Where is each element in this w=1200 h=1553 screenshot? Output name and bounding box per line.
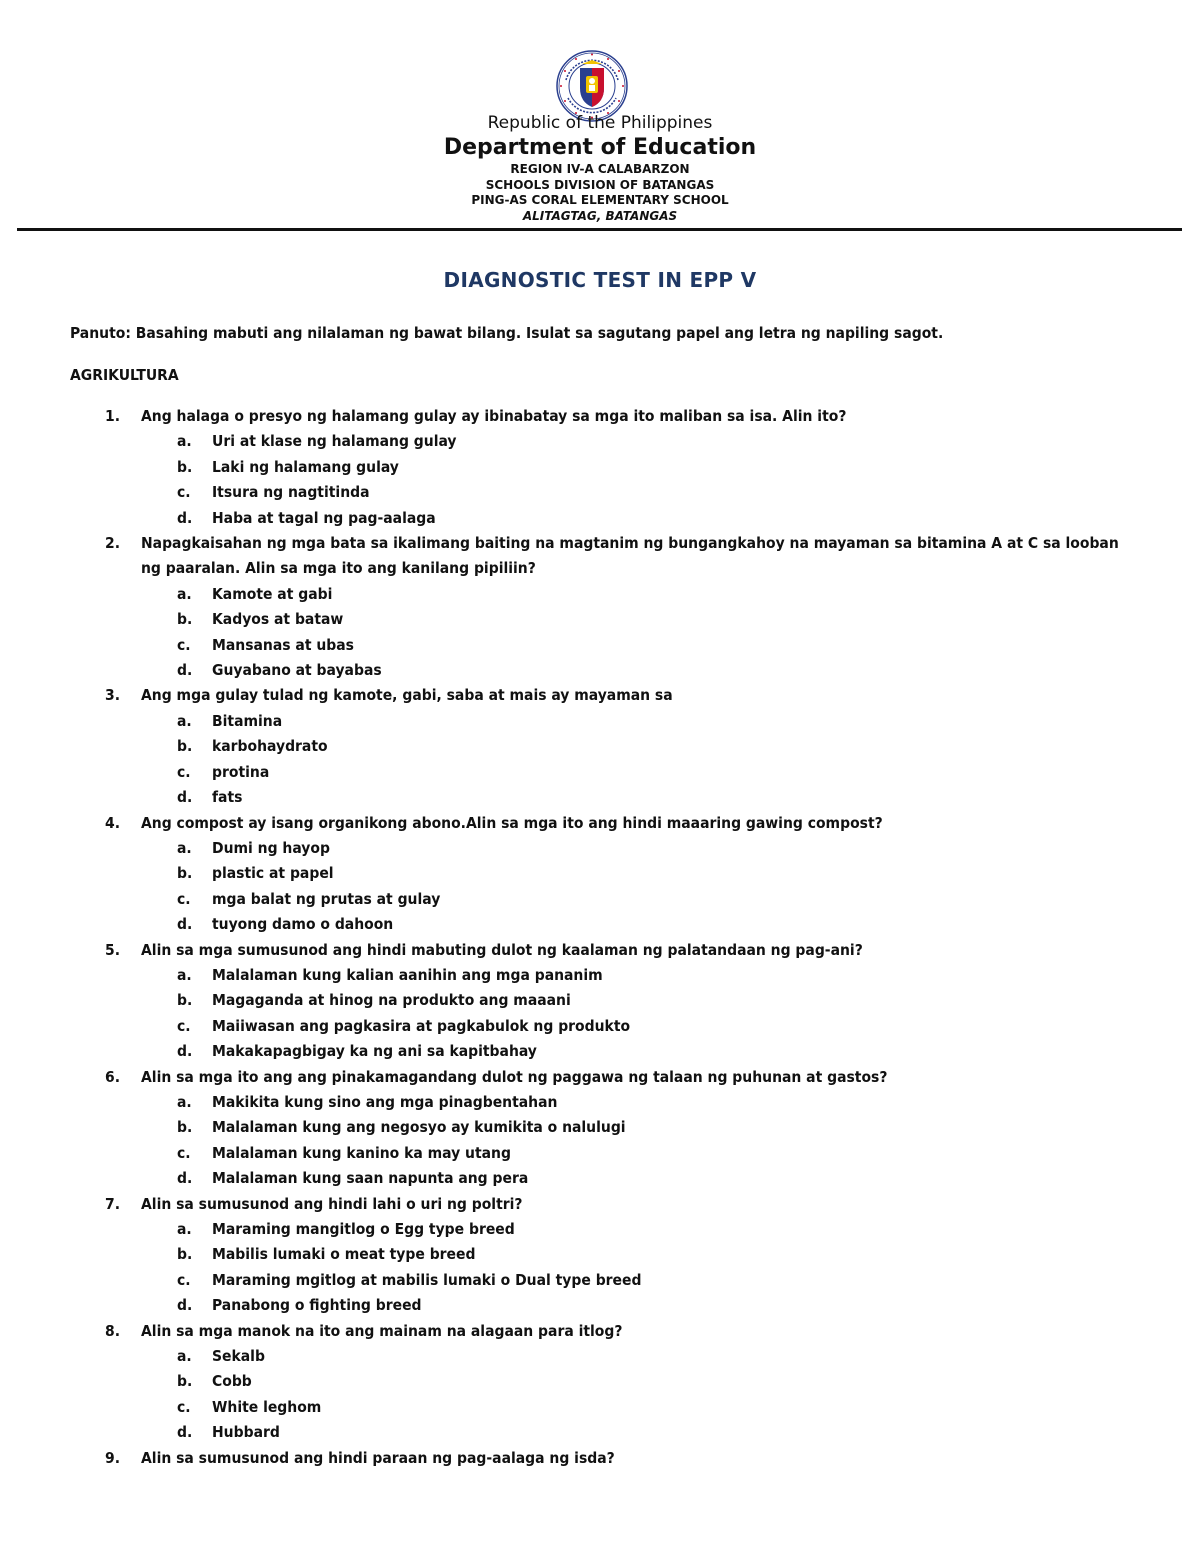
section-heading: AGRIKULTURA [70, 366, 179, 384]
question-item [0, 1319, 1200, 1344]
option-letter: a. [177, 584, 192, 603]
answer-option [0, 988, 1200, 1013]
answer-option [0, 582, 1200, 607]
option-letter: b. [177, 864, 193, 883]
question-item [0, 531, 1200, 582]
question-number: 5. [105, 940, 121, 959]
answer-option [0, 1217, 1200, 1242]
question-number: 9. [105, 1448, 121, 1467]
option-text: Sekalb [212, 1347, 265, 1366]
option-text: Malalaman kung saan napunta ang pera [212, 1169, 529, 1188]
answer-option [0, 760, 1200, 785]
answer-option [0, 1395, 1200, 1420]
answer-option [0, 887, 1200, 912]
option-letter: b. [177, 991, 193, 1010]
option-letter: b. [177, 1245, 193, 1264]
option-letter: d. [177, 788, 193, 807]
option-text: White leghom [212, 1397, 322, 1416]
option-letter: c. [177, 1143, 191, 1162]
option-text: Makakapagbigay ka ng ani sa kapitbahay [212, 1042, 537, 1061]
question-text: Alin sa mga ito ang ang pinakamagandang dulot ng paggawa ng talaan ng puhunan at gastos? [141, 1067, 888, 1086]
option-letter: b. [177, 1118, 193, 1137]
answer-option [0, 607, 1200, 632]
option-letter: a. [177, 711, 192, 730]
option-letter: d. [177, 508, 193, 527]
option-letter: b. [177, 1372, 193, 1391]
header-divider [17, 228, 1182, 231]
option-text: Malalaman kung kanino ka may utang [212, 1143, 511, 1162]
answer-option [0, 1268, 1200, 1293]
address-line: ALITAGTAG, BATANGAS [522, 208, 678, 223]
question-number: 1. [105, 407, 121, 425]
option-text: Mabilis lumaki o meat type breed [212, 1245, 476, 1264]
question-number: 4. [105, 813, 121, 832]
answer-option [0, 658, 1200, 683]
option-text: fats [212, 788, 243, 807]
answer-option [0, 709, 1200, 734]
option-text: Hubbard [212, 1423, 280, 1442]
option-letter: a. [177, 965, 192, 984]
option-letter: d. [177, 1042, 193, 1061]
option-letter: c. [177, 1397, 191, 1416]
option-letter: d. [177, 661, 193, 680]
page-title: DIAGNOSTIC TEST IN EPP V [443, 268, 757, 292]
question-item [0, 1192, 1200, 1217]
option-letter: d. [177, 915, 193, 934]
answer-option [0, 455, 1200, 480]
option-text: tuyong damo o dahoon [212, 915, 394, 934]
question-text: Alin sa sumusunod ang hindi lahi o uri ng poltri? [141, 1194, 523, 1213]
answer-option [0, 1039, 1200, 1064]
question-item [0, 404, 1200, 429]
question-number: 6. [105, 1067, 121, 1086]
option-letter: c. [177, 635, 191, 654]
option-text: Malalaman kung kalian aanihin ang mga pananim [212, 965, 603, 984]
question-text: Napagkaisahan ng mga bata sa ikalimang baiting na magtanim ng bungangkahoy na mayaman sa bitamina A at C sa looban ng paaralan. Alin sa mga ito ang kanilang pipiliin? [141, 534, 1119, 578]
answer-option [0, 734, 1200, 759]
answer-option [0, 1141, 1200, 1166]
option-letter: a. [177, 1092, 192, 1111]
option-text: Magaganda at hinog na produkto ang maaani [212, 991, 571, 1010]
answer-option [0, 429, 1200, 454]
option-text: Makikita kung sino ang mga pinagbentahan [212, 1092, 558, 1111]
instructions: Panuto: Basahing mabuti ang nilalaman ng bawat bilang. Isulat sa sagutang papel ang letra ng napiling sagot. [70, 324, 944, 342]
option-letter: a. [177, 432, 192, 451]
question-number: 3. [105, 686, 121, 705]
option-letter: b. [177, 737, 193, 756]
option-letter: c. [177, 889, 191, 908]
question-text: Ang mga gulay tulad ng kamote, gabi, saba at mais ay mayaman sa [141, 686, 673, 705]
department-name: Department of Education [443, 135, 757, 160]
option-letter: b. [177, 457, 193, 476]
option-text: Uri at klase ng halamang gulay [212, 432, 457, 451]
option-text: Maiiwasan ang pagkasira at pagkabulok ng produkto [212, 1016, 631, 1035]
answer-option [0, 785, 1200, 810]
answer-option [0, 1369, 1200, 1394]
option-text: Bitamina [212, 711, 283, 730]
answer-option [0, 836, 1200, 861]
question-item [0, 938, 1200, 963]
option-letter: d. [177, 1296, 193, 1315]
option-text: mga balat ng prutas at gulay [212, 889, 441, 908]
option-letter: c. [177, 1270, 191, 1289]
question-item [0, 811, 1200, 836]
answer-option [0, 1166, 1200, 1191]
option-letter: a. [177, 1220, 192, 1238]
answer-option [0, 1090, 1200, 1115]
answer-option [0, 633, 1200, 658]
question-number: 2. [105, 534, 121, 553]
question-number: 7. [105, 1194, 121, 1213]
option-text: Cobb [212, 1372, 252, 1391]
option-text: protina [212, 762, 270, 781]
question-list [0, 404, 1200, 1471]
question-text: Alin sa mga sumusunod ang hindi mabuting dulot ng kaalaman ng palatandaan ng pag-ani? [141, 940, 863, 959]
answer-option [0, 861, 1200, 886]
answer-option [0, 963, 1200, 988]
answer-option [0, 506, 1200, 531]
question-text: Ang compost ay isang organikong abono.Alin sa mga ito ang hindi maaaring gawing compost? [141, 813, 883, 832]
option-text: Malalaman kung ang negosyo ay kumikita o nalulugi [212, 1118, 626, 1137]
option-text: Guyabano at bayabas [212, 661, 382, 680]
option-letter: c. [177, 483, 191, 502]
option-letter: a. [177, 838, 192, 857]
answer-option [0, 1293, 1200, 1318]
question-text: Alin sa mga manok na ito ang mainam na alagaan para itlog? [141, 1321, 623, 1340]
question-text: Ang halaga o presyo ng halamang gulay ay ibinabatay sa mga ito maliban sa isa. Alin ito? [141, 407, 847, 425]
option-letter: d. [177, 1423, 193, 1442]
option-letter: a. [177, 1347, 192, 1366]
answer-option [0, 1014, 1200, 1039]
republic-line: Republic of the Philippines [487, 113, 713, 133]
option-letter: b. [177, 610, 193, 629]
answer-option [0, 912, 1200, 937]
option-text: Kamote at gabi [212, 584, 333, 603]
option-text: Maraming mgitlog at mabilis lumaki o Dual type breed [212, 1270, 642, 1289]
option-text: Laki ng halamang gulay [212, 457, 399, 476]
answer-option [0, 480, 1200, 505]
option-letter: c. [177, 762, 191, 781]
option-text: Maraming mangitlog o Egg type breed [212, 1220, 515, 1238]
region-line: REGION IV-A CALABARZON [510, 162, 690, 176]
answer-option [0, 1115, 1200, 1140]
option-text: Dumi ng hayop [212, 838, 330, 857]
option-letter: c. [177, 1016, 191, 1035]
option-text: Mansanas at ubas [212, 635, 354, 654]
option-text: Kadyos at bataw [212, 610, 344, 629]
letterhead [0, 112, 1200, 224]
option-text: Haba at tagal ng pag-aalaga [212, 508, 436, 527]
answer-option [0, 1242, 1200, 1267]
option-text: Itsura ng nagtitinda [212, 483, 370, 502]
option-text: Panabong o fighting breed [212, 1296, 422, 1315]
question-text: Alin sa sumusunod ang hindi paraan ng pag-aalaga ng isda? [141, 1448, 615, 1467]
option-text: plastic at papel [212, 864, 334, 883]
option-letter: d. [177, 1169, 193, 1188]
question-item [0, 1446, 1200, 1471]
school-line: PING-AS CORAL ELEMENTARY SCHOOL [471, 193, 729, 207]
answer-option [0, 1344, 1200, 1369]
answer-option [0, 1420, 1200, 1445]
option-text: karbohaydrato [212, 737, 328, 756]
division-line: SCHOOLS DIVISION OF BATANGAS [485, 177, 715, 192]
question-number: 8. [105, 1321, 121, 1340]
question-item [0, 1065, 1200, 1090]
question-item [0, 683, 1200, 708]
